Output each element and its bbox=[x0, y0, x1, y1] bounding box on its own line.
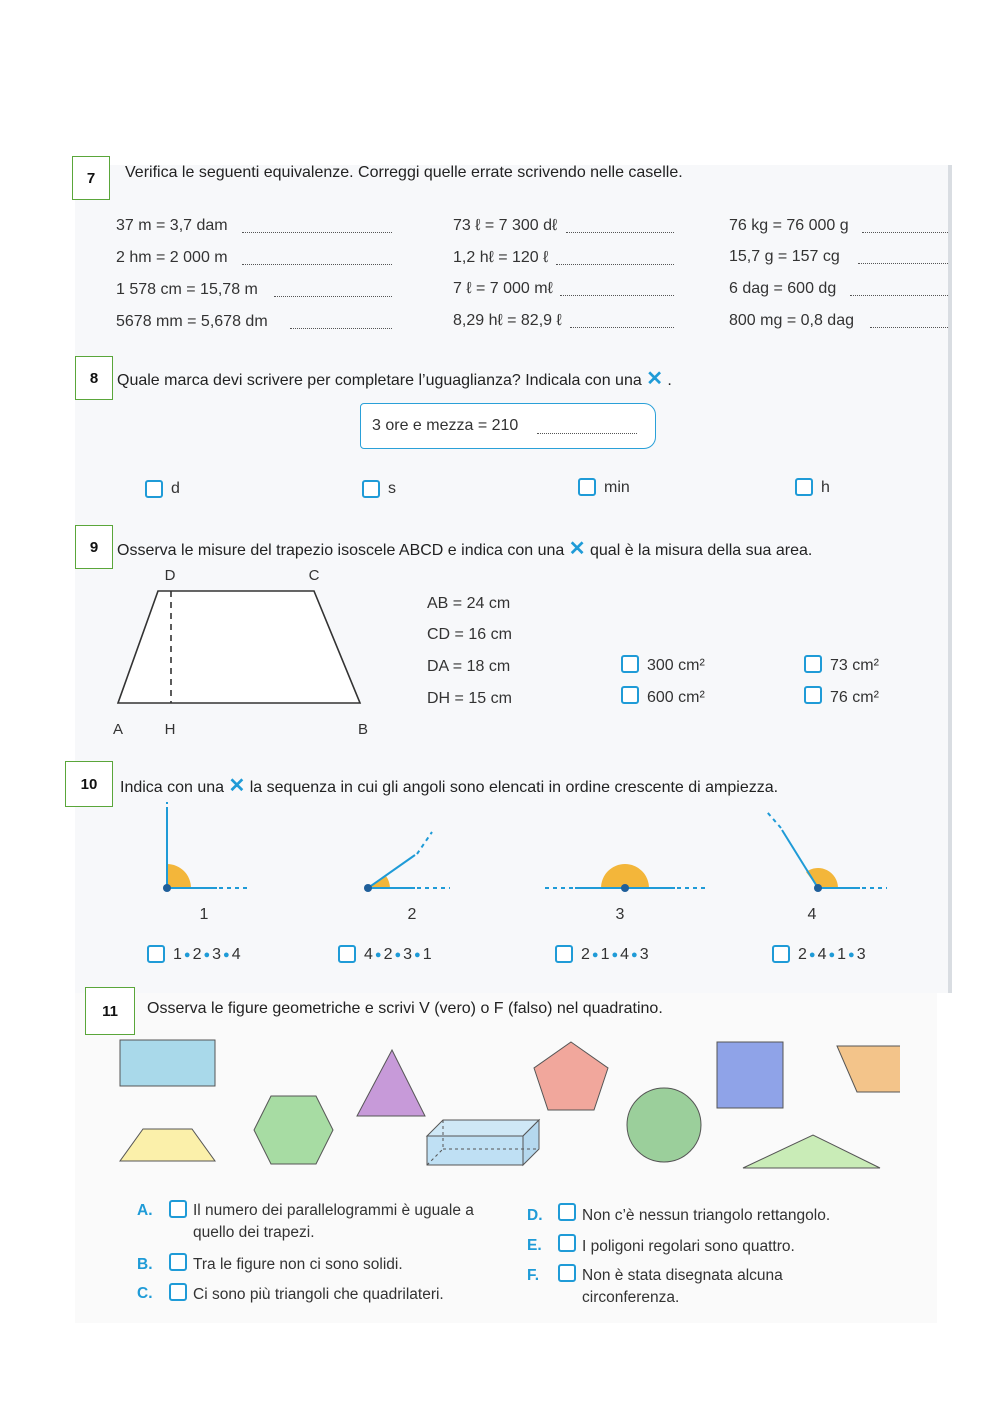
q11-checkbox-e[interactable] bbox=[558, 1234, 576, 1252]
q7-answer-line[interactable] bbox=[862, 232, 948, 233]
q7-eq: 1 578 cm = 15,78 m bbox=[116, 281, 258, 298]
vertex-c-label: C bbox=[308, 567, 320, 584]
q11-checkbox-f[interactable] bbox=[558, 1264, 576, 1282]
angle-3 bbox=[545, 864, 705, 892]
q7-answer-line[interactable] bbox=[870, 327, 948, 328]
q9-measure: CD = 16 cm bbox=[427, 626, 512, 643]
q8-checkbox-s[interactable] bbox=[362, 480, 380, 498]
q11-checkbox-c[interactable] bbox=[169, 1283, 187, 1301]
q7-eq: 8,29 hℓ = 82,9 ℓ bbox=[453, 312, 562, 329]
question-number-11: 11 bbox=[85, 987, 135, 1035]
q7-prompt: Verifica le seguenti equivalenze. Correggi quelle errate scrivendo nelle caselle. bbox=[125, 164, 683, 181]
statement-e-text: I poligoni regolari sono quattro. bbox=[582, 1238, 795, 1255]
q8-answer-line[interactable] bbox=[537, 433, 637, 434]
q8-option-label: h bbox=[821, 479, 830, 496]
point-h-label: H bbox=[164, 721, 176, 738]
statement-a: A. bbox=[137, 1202, 153, 1219]
q7-eq: 2 hm = 2 000 m bbox=[116, 249, 228, 266]
x-mark-icon: ✕ bbox=[228, 775, 246, 797]
q11-checkbox-b[interactable] bbox=[169, 1253, 187, 1271]
q7-answer-line[interactable] bbox=[242, 232, 392, 233]
q9-prompt-line bbox=[117, 536, 812, 561]
question-number-10: 10 bbox=[65, 761, 113, 807]
q7-answer-line[interactable] bbox=[560, 295, 674, 296]
q9-checkbox-73[interactable] bbox=[804, 655, 822, 673]
page-edge bbox=[948, 165, 952, 993]
statement-b: B. bbox=[137, 1256, 153, 1273]
question-number-9: 9 bbox=[75, 525, 113, 569]
statement-e: E. bbox=[527, 1237, 542, 1254]
q8-checkbox-min[interactable] bbox=[578, 478, 596, 496]
pentagon-shape bbox=[534, 1042, 608, 1110]
q9-option-label: 76 cm² bbox=[830, 689, 879, 706]
q9-prompt-a: Osserva le misure del trapezio isoscele ABCD e indica con una bbox=[117, 542, 565, 559]
statement-d: D. bbox=[527, 1207, 543, 1224]
q10-sequence-2: 4 ● 2 ● 3 ● 1 bbox=[364, 946, 432, 963]
q9-option-label: 600 cm² bbox=[647, 689, 705, 706]
q8-option-label: s bbox=[388, 480, 396, 497]
obtuse-triangle-shape bbox=[743, 1135, 880, 1168]
q10-sequence-3: 2 ● 1 ● 4 ● 3 bbox=[581, 946, 649, 963]
statement-d-text: Non c’è nessun triangolo rettangolo. bbox=[582, 1207, 831, 1224]
q8-equation: 3 ore e mezza = 210 bbox=[372, 417, 519, 434]
q7-eq: 15,7 g = 157 cg bbox=[729, 248, 840, 265]
q9-option-label: 73 cm² bbox=[830, 657, 879, 674]
trapezoid-orange-shape bbox=[837, 1046, 900, 1092]
q8-checkbox-d[interactable] bbox=[145, 480, 163, 498]
q9-measure: AB = 24 cm bbox=[427, 595, 511, 612]
trapezoid-diagram bbox=[100, 560, 390, 745]
vertex-a-label: A bbox=[112, 721, 124, 738]
q7-answer-line[interactable] bbox=[566, 232, 674, 233]
trapezoid-yellow-shape bbox=[120, 1129, 215, 1161]
statement-c: C. bbox=[137, 1285, 153, 1302]
q10-checkbox-1[interactable] bbox=[147, 945, 165, 963]
statement-b-text: Tra le figure non ci sono solidi. bbox=[193, 1256, 403, 1273]
circle-shape bbox=[627, 1088, 701, 1162]
q7-eq: 1,2 hℓ = 120 ℓ bbox=[453, 249, 549, 266]
q10-checkbox-4[interactable] bbox=[772, 945, 790, 963]
q8-checkbox-h[interactable] bbox=[795, 478, 813, 496]
q8-option-label: d bbox=[171, 480, 180, 497]
q7-answer-line[interactable] bbox=[570, 327, 674, 328]
cuboid-shape bbox=[427, 1120, 539, 1165]
angle-label-2: 2 bbox=[407, 906, 417, 923]
q10-prompt-line bbox=[120, 773, 778, 798]
q10-checkbox-2[interactable] bbox=[338, 945, 356, 963]
q7-answer-line[interactable] bbox=[556, 264, 674, 265]
q7-eq: 800 mg = 0,8 dag bbox=[729, 312, 854, 329]
q7-eq: 37 m = 3,7 dam bbox=[116, 217, 228, 234]
q8-prompt: Quale marca devi scrivere per completare l’uguaglianza? Indicala con una bbox=[117, 372, 642, 389]
statement-a-text: Il numero dei parallelogrammi è uguale a quello dei trapezi. bbox=[193, 1202, 474, 1241]
vertex-b-label: B bbox=[357, 721, 369, 738]
x-mark-icon: ✕ bbox=[646, 368, 663, 390]
angle-label-4: 4 bbox=[807, 906, 817, 923]
angle-1 bbox=[163, 802, 247, 892]
q10-sequence-1: 1 ● 2 ● 3 ● 4 bbox=[173, 946, 241, 963]
question-number-8: 8 bbox=[75, 356, 113, 400]
q8-prompt-end: . bbox=[667, 372, 672, 389]
q10-sequence-4: 2 ● 4 ● 1 ● 3 bbox=[798, 946, 866, 963]
q10-prompt-a: Indica con una bbox=[120, 779, 225, 796]
q7-answer-line[interactable] bbox=[850, 295, 948, 296]
q9-measure: DA = 18 cm bbox=[427, 658, 511, 675]
trapezoid-shape bbox=[118, 591, 360, 703]
q7-eq: 5678 mm = 5,678 dm bbox=[116, 313, 268, 330]
q7-answer-line[interactable] bbox=[274, 296, 392, 297]
q10-prompt-b: la sequenza in cui gli angoli sono elencati in ordine crescente di ampiezza. bbox=[249, 779, 779, 796]
x-mark-icon: ✕ bbox=[568, 538, 586, 560]
q7-eq: 73 ℓ = 7 300 dℓ bbox=[453, 217, 558, 234]
statement-f: F. bbox=[527, 1267, 540, 1284]
statement-c-text: Ci sono più triangoli che quadrilateri. bbox=[193, 1286, 444, 1303]
statement-f-text: Non è stata disegnata alcuna circonferenza. bbox=[582, 1267, 783, 1306]
q7-answer-line[interactable] bbox=[290, 328, 392, 329]
angle-4 bbox=[767, 812, 887, 892]
q11-prompt: Osserva le figure geometriche e scrivi V (vero) o F (falso) nel quadratino. bbox=[147, 1000, 663, 1017]
q9-measure: DH = 15 cm bbox=[427, 690, 512, 707]
question-number-7: 7 bbox=[72, 156, 110, 200]
geometric-figures bbox=[100, 1030, 900, 1180]
triangle-shape bbox=[357, 1050, 425, 1116]
q9-option-label: 300 cm² bbox=[647, 657, 705, 674]
q7-eq: 76 kg = 76 000 g bbox=[729, 217, 849, 234]
square-shape bbox=[717, 1042, 783, 1108]
angle-label-1: 1 bbox=[199, 906, 209, 923]
angles-diagram bbox=[100, 800, 900, 930]
q7-answer-line[interactable] bbox=[858, 263, 948, 264]
q7-eq: 7 ℓ = 7 000 mℓ bbox=[453, 280, 553, 297]
q11-checkbox-a[interactable] bbox=[169, 1200, 187, 1218]
q8-option-label: min bbox=[604, 479, 630, 496]
q9-checkbox-300[interactable] bbox=[621, 655, 639, 673]
rectangle-shape bbox=[120, 1040, 215, 1086]
q8-prompt-line bbox=[117, 366, 672, 391]
hexagon-shape bbox=[254, 1096, 333, 1164]
angle-2 bbox=[364, 832, 450, 892]
q7-answer-line[interactable] bbox=[242, 264, 392, 265]
q8-equation-box bbox=[360, 403, 656, 449]
q9-prompt-b: qual è la misura della sua area. bbox=[590, 542, 813, 559]
angle-label-3: 3 bbox=[615, 906, 625, 923]
q7-eq: 6 dag = 600 dg bbox=[729, 280, 837, 297]
q9-checkbox-600[interactable] bbox=[621, 686, 639, 704]
q10-checkbox-3[interactable] bbox=[555, 945, 573, 963]
q9-checkbox-76[interactable] bbox=[804, 686, 822, 704]
vertex-d-label: D bbox=[164, 567, 176, 584]
q11-checkbox-d[interactable] bbox=[558, 1203, 576, 1221]
